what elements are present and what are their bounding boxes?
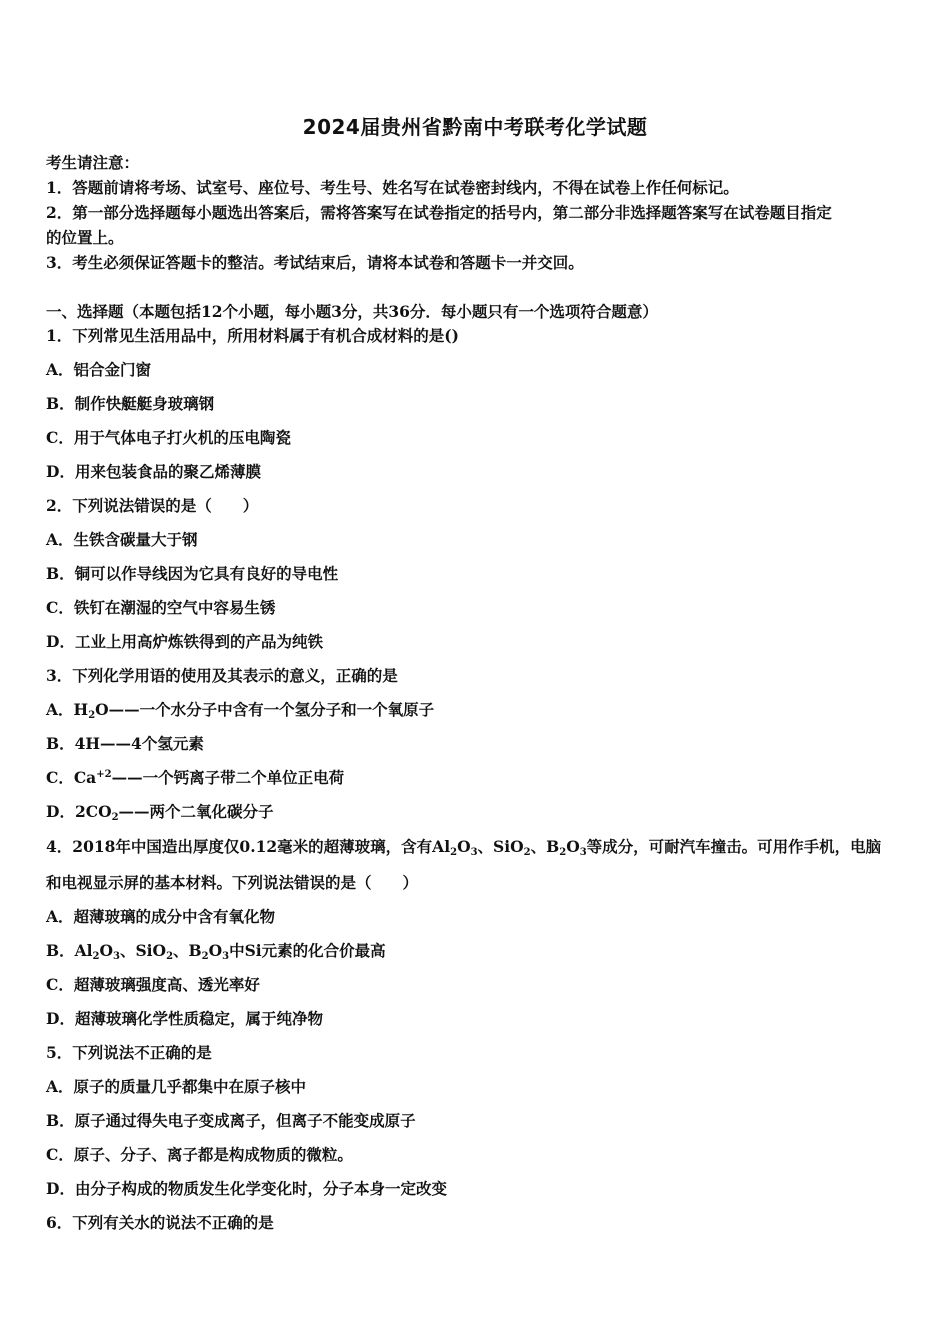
notice-item-2: 2．第一部分选择题每小题选出答案后，需将答案写在试卷指定的括号内，第二部分非选择题答案写在试卷题目指定 <box>46 203 832 222</box>
q1-option-b: B．制作快艇艇身玻璃钢 <box>46 394 215 413</box>
q4-option-a: A．超薄玻璃的成分中含有氧化物 <box>46 907 276 926</box>
q3-option-b: B．4H——4个氢元素 <box>46 734 204 753</box>
notice-item-1: 1．答题前请将考场、试室号、座位号、考生号、姓名写在试卷密封线内，不得在试卷上作任何标记。 <box>46 178 739 197</box>
notice-item-3: 3．考生必须保证答题卡的整洁。考试结束后，请将本试卷和答题卡一并交回。 <box>46 253 584 272</box>
q3-option-a: A．$H_2O——$一个水分子中含有一个氢分子和一个氧原子 <box>46 700 435 721</box>
q5-option-d: D．由分子构成的物质发生化学变化时，分子本身一定改变 <box>46 1179 447 1198</box>
q5-stem: 5．下列说法不正确的是 <box>46 1043 212 1062</box>
q4-option-d: D．超薄玻璃化学性质稳定，属于纯净物 <box>46 1009 323 1028</box>
q5-option-a: A．原子的质量几乎都集中在原子核中 <box>46 1077 307 1096</box>
q6-stem: 6．下列有关水的说法不正确的是 <box>46 1213 274 1232</box>
q1-option-d: D．用来包装食品的聚乙烯薄膜 <box>46 462 261 481</box>
q2-option-d: D．工业上用高炉炼铁得到的产品为纯铁 <box>46 632 323 651</box>
q4-stem: 4．2018年中国造出厚度仅0.12毫米的超薄玻璃，含有$Al_2O_3$、SiO$_2$、$B_2O_3$等成分，可耐汽车撞击。可用作手机，电脑 <box>46 837 882 858</box>
q2-option-b: B．铜可以作导线因为它具有良好的导电性 <box>46 564 339 583</box>
q5-option-c: C．原子、分子、离子都是构成物质的微粒。 <box>46 1145 353 1164</box>
q2-stem: 2．下列说法错误的是（ ） <box>46 496 259 515</box>
q4-stem-cont: 和电视显示屏的基本材料。下列说法错误的是（ ） <box>46 873 419 892</box>
q2-option-c: C．铁钉在潮湿的空气中容易生锈 <box>46 598 276 617</box>
q3-stem: 3．下列化学用语的使用及其表示的意义，正确的是 <box>46 666 398 685</box>
notice-heading: 考生请注意： <box>46 153 140 172</box>
q3-option-c: C．$Ca^{+2}——$一个钙离子带二个单位正电荷 <box>46 768 345 787</box>
q3-option-d: D．$2CO_2——$两个二氧化碳分子 <box>46 802 274 823</box>
section-heading: 一、选择题（本题包括12个小题，每小题3分，共36分．每小题只有一个选项符合题意） <box>46 302 658 321</box>
page-title: 2024届贵州省黔南中考联考化学试题 <box>302 115 648 139</box>
q5-option-b: B．原子通过得失电子变成离子，但离子不能变成原子 <box>46 1111 416 1130</box>
notice-item-2-cont: 的位置上。 <box>46 228 124 247</box>
q1-option-a: A．铝合金门窗 <box>46 360 152 379</box>
q1-stem: 1．下列常见生活用品中，所用材料属于有机合成材料的是() <box>46 326 459 345</box>
q2-option-a: A．生铁含碳量大于钢 <box>46 530 198 549</box>
q1-option-c: C．用于气体电子打火机的压电陶瓷 <box>46 428 291 447</box>
q4-option-b: B．$Al_2O_3$、SiO$_2$、$B_2O_3$中Si元素的化合价最高 <box>46 941 386 962</box>
q4-option-c: C．超薄玻璃强度高、透光率好 <box>46 975 260 994</box>
